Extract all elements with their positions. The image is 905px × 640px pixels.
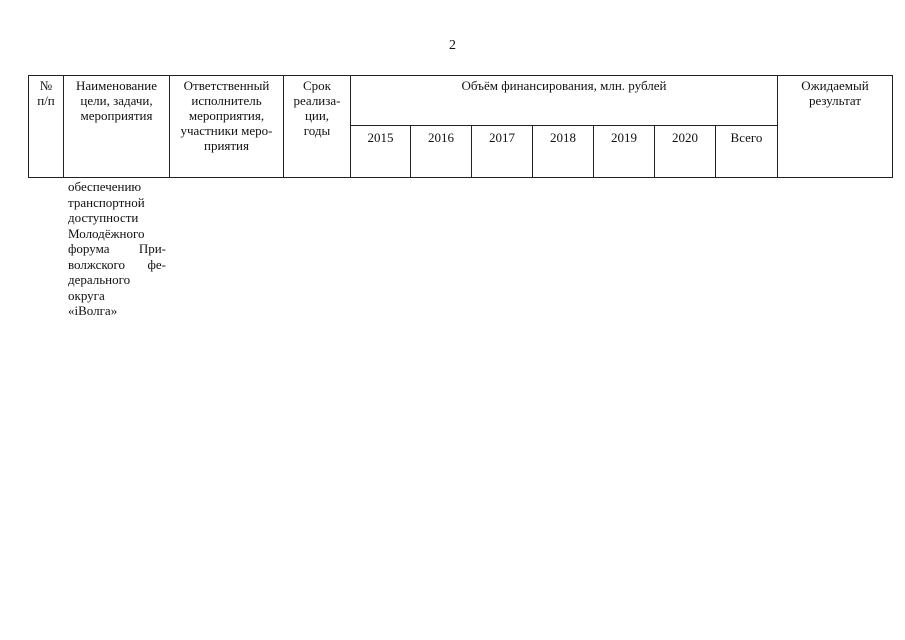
header-year-2018: 2018 (533, 126, 594, 178)
continuation-line: транспортной (68, 194, 145, 210)
continuation-line (68, 257, 166, 273)
header-name-line: цели, задачи, (80, 93, 153, 108)
continuation-line: дерального (68, 272, 131, 287)
continuation-line: округа (68, 287, 105, 303)
header-responsible (170, 76, 284, 178)
header-year-2019: 2019 (594, 126, 655, 178)
continuation-word: волжского (68, 256, 126, 272)
header-financing: Объём финансирования, млн. рублей (351, 76, 778, 126)
header-term-line: Срок (303, 78, 331, 93)
continuation-line: доступности (68, 210, 139, 225)
header-year-2020: 2020 (655, 126, 716, 178)
continuation-text (68, 179, 166, 319)
header-year-total: Всего (716, 126, 778, 178)
header-name (64, 76, 170, 178)
header-responsible-line: участники меро- (180, 123, 273, 138)
header-num-line: п/п (37, 93, 55, 108)
header-year-2017: 2017 (472, 126, 533, 178)
header-num-line: № (39, 78, 53, 93)
program-table-header (28, 75, 893, 178)
header-responsible-line: исполнитель (191, 93, 262, 108)
header-name-line: Наименование (76, 78, 157, 93)
header-term-line: ции, (304, 108, 330, 123)
header-result (778, 76, 893, 178)
header-term-line: годы (303, 123, 331, 138)
header-term-line: реализа- (293, 93, 341, 108)
header-responsible-line: мероприятия, (188, 108, 265, 123)
header-year-2016: 2016 (411, 126, 472, 178)
header-result-line: Ожидаемый (801, 78, 869, 93)
header-term (284, 76, 351, 178)
header-name-line: мероприятия (80, 108, 153, 123)
header-responsible-line: Ответственный (183, 78, 270, 93)
continuation-word: фе- (147, 256, 166, 272)
continuation-word: форума (68, 241, 110, 256)
header-result-line: результат (808, 93, 862, 108)
continuation-line: «іВолга» (68, 303, 118, 318)
page-number: 2 (449, 38, 456, 53)
continuation-word: При- (138, 241, 166, 256)
continuation-line (68, 241, 166, 257)
header-responsible-line: приятия (203, 138, 249, 153)
continuation-line: Молодёжного (68, 225, 145, 241)
continuation-line: обеспечению (68, 179, 142, 194)
header-year-2015: 2015 (351, 126, 411, 178)
header-num (29, 76, 64, 178)
